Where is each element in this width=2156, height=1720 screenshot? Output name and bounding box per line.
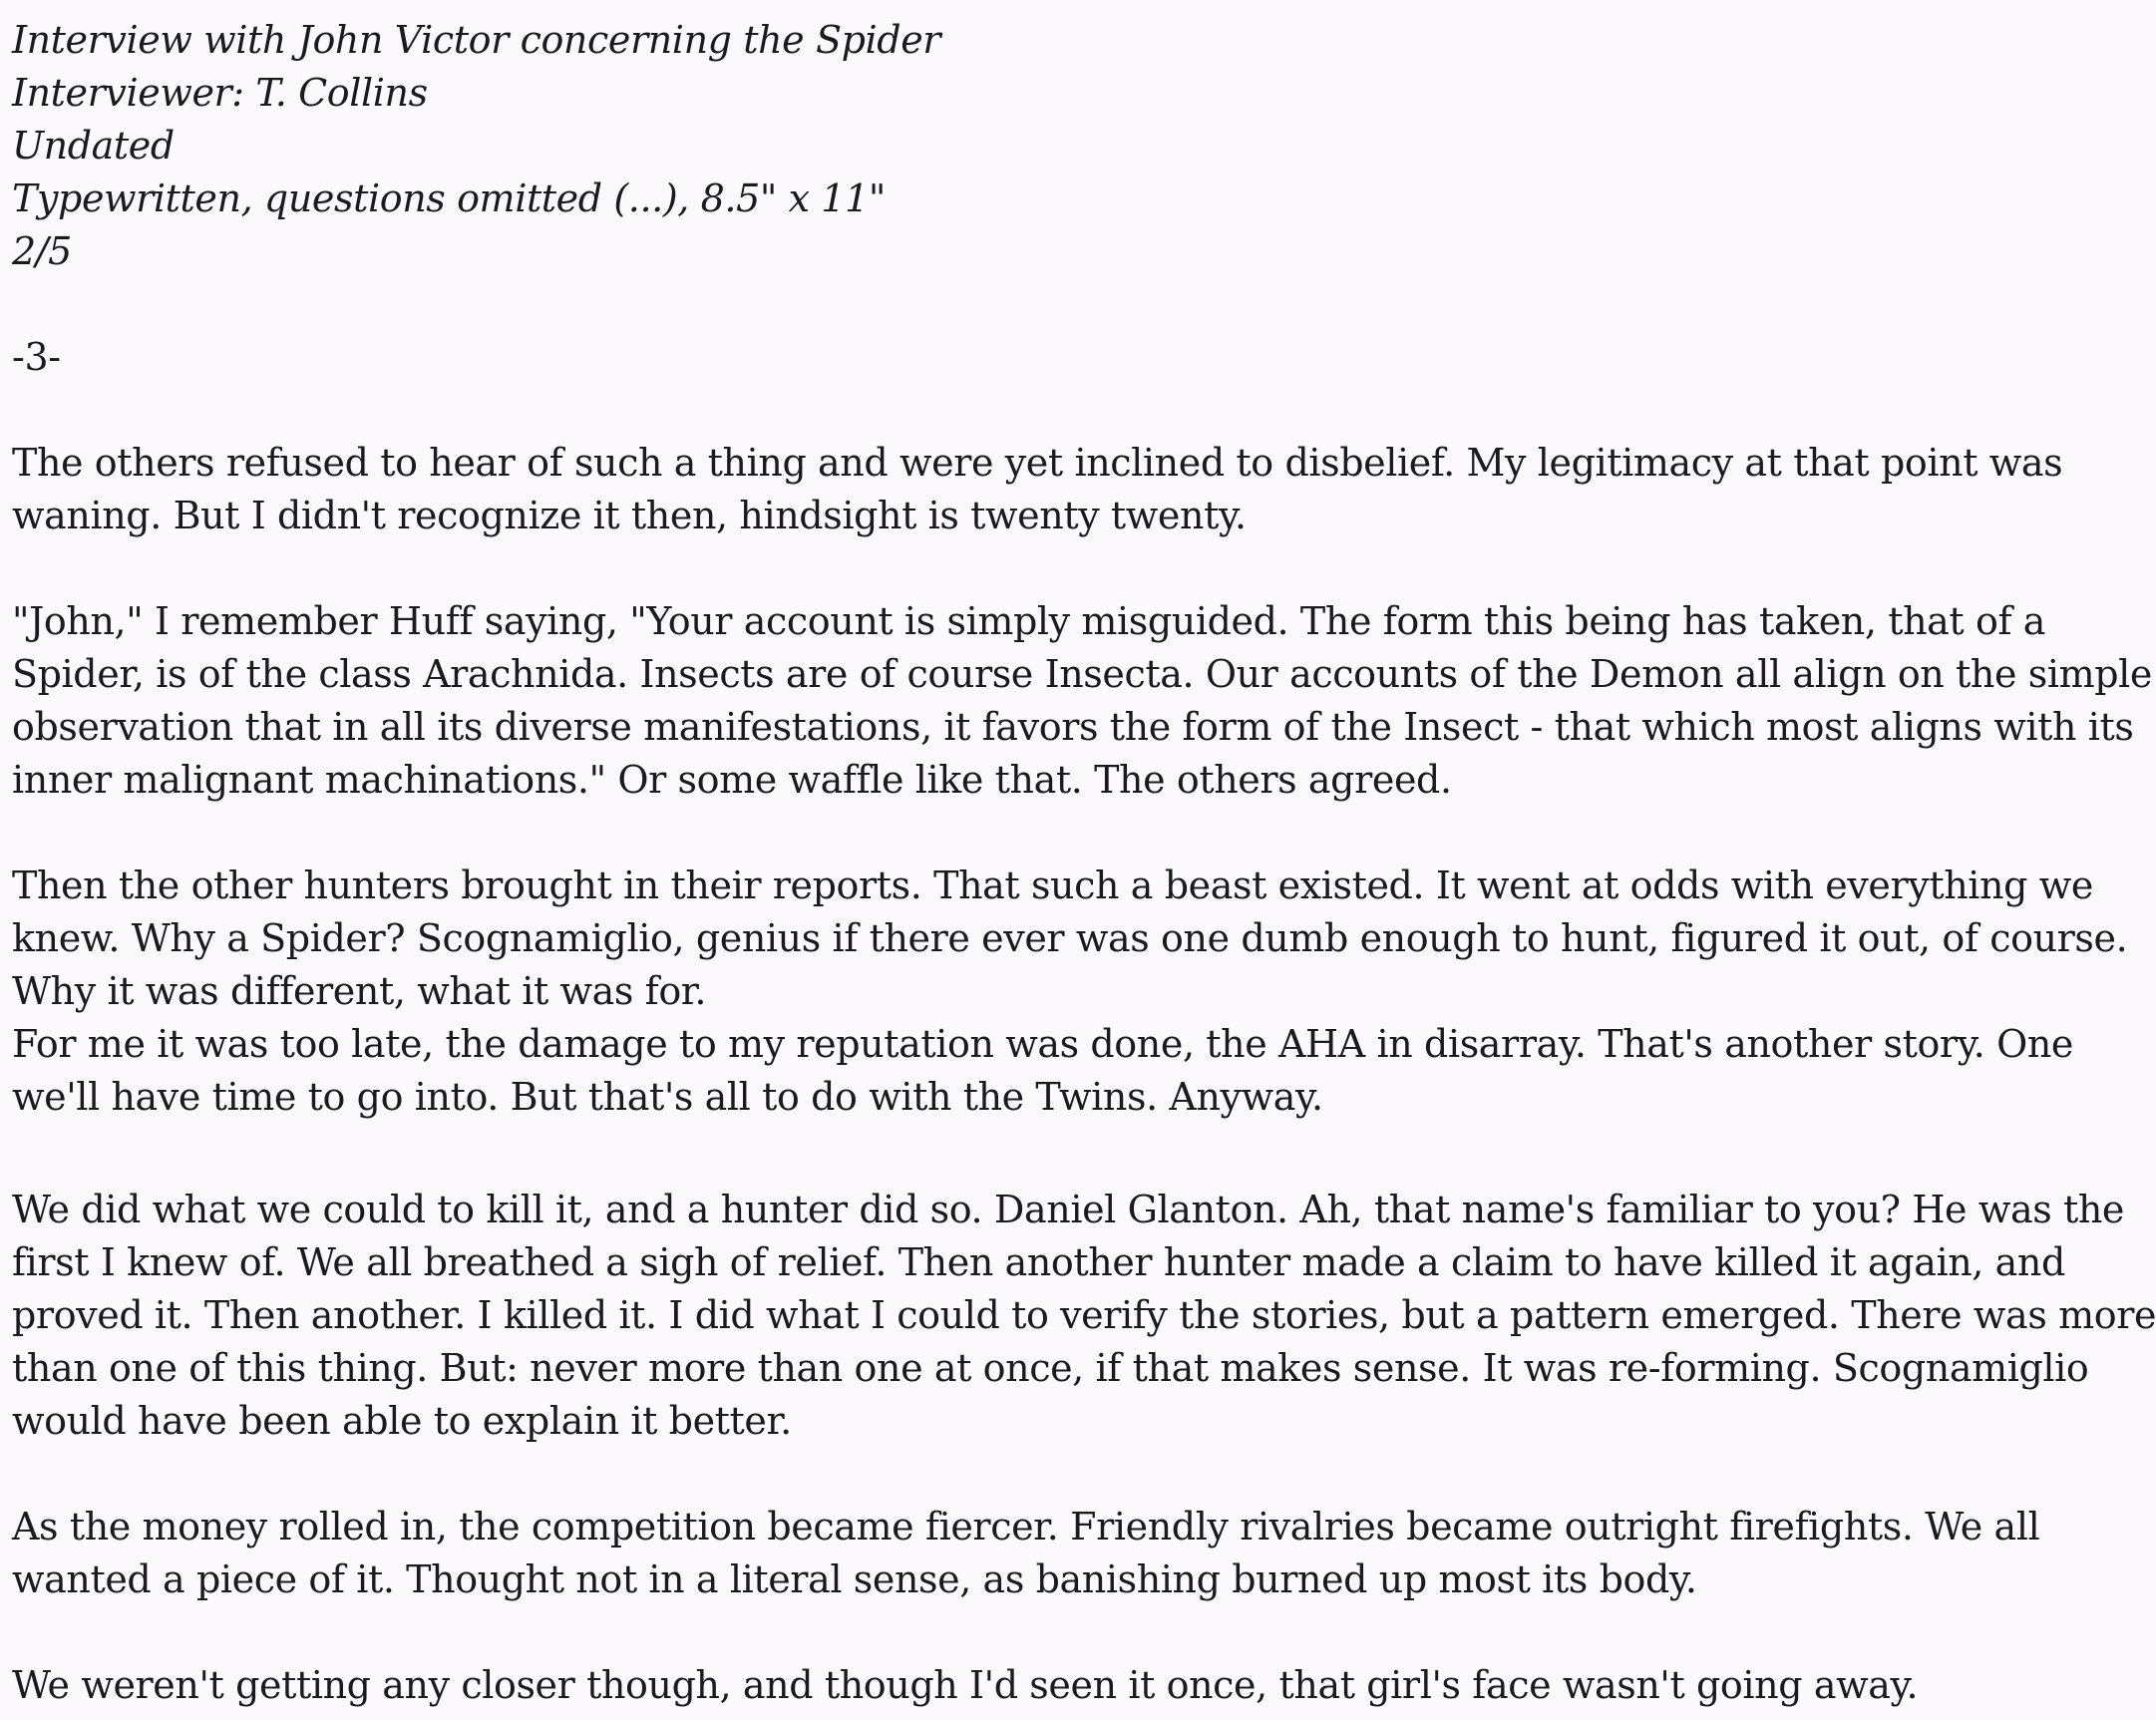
format-line: Typewritten, questions omitted (...), 8.5" x 11" — [12, 176, 886, 220]
paragraph — [12, 1501, 2146, 1606]
paragraph — [12, 860, 2146, 1124]
interviewer-line: Interviewer: T. Collins — [12, 71, 428, 115]
paragraph-line: inner malignant machinations." Or some waffle like that. The others agreed. — [12, 758, 1452, 802]
paragraph-line: For me it was too late, the damage to my reputation was done, the AHA in disarray. That's another story. One — [12, 1022, 2073, 1066]
paragraph-line: We did what we could to kill it, and a hunter did so. Daniel Glanton. Ah, that name's familiar to you? He was the — [12, 1188, 2125, 1231]
page-marker: -3- — [12, 335, 61, 379]
spacer — [12, 1124, 2146, 1184]
spacer — [12, 384, 2146, 437]
paragraph-line: waning. But I didn't recognize it then, hindsight is twenty twenty. — [12, 494, 1247, 537]
spacer — [12, 807, 2146, 860]
paragraph-line: We weren't getting any closer though, and though I'd seen it once, that girl's face wasn't going away. — [12, 1663, 1919, 1707]
document-title: Interview with John Victor concerning the Spider — [12, 18, 941, 62]
paragraph — [12, 595, 2153, 807]
document-header — [12, 14, 2146, 278]
paragraph-line: first I knew of. We all breathed a sigh of relief. Then another hunter made a claim to have killed it again, and — [12, 1240, 2065, 1284]
paragraph-line: The others refused to hear of such a thing and were yet inclined to disbelief. My legitimacy at that point was — [12, 441, 2063, 485]
spacer — [12, 1448, 2146, 1501]
spacer — [12, 278, 2146, 331]
paragraph-line: Spider, is of the class Arachnida. Insects are of course Insecta. Our accounts of the Demon all align on the simple — [12, 652, 2153, 696]
date-line: Undated — [12, 124, 175, 168]
part-number: 2/5 — [12, 229, 72, 273]
paragraph-line: "John," I remember Huff saying, "Your account is simply misguided. The form this being has taken, that of a — [12, 599, 2046, 643]
paragraph-line: observation that in all its diverse manifestations, it favors the form of the Insect - that which most aligns with its — [12, 705, 2134, 749]
spacer — [12, 542, 2146, 595]
paragraph-line: would have been able to explain it better. — [12, 1399, 792, 1443]
paragraph-line: Then the other hunters brought in their reports. That such a beast existed. It went at odds with everything we — [12, 863, 2093, 907]
paragraph — [12, 1184, 2156, 1448]
paragraph-line: wanted a piece of it. Thought not in a literal sense, as banishing burned up most its body. — [12, 1557, 1697, 1601]
paragraph — [12, 437, 2146, 542]
paragraph-line: proved it. Then another. I killed it. I did what I could to verify the stories, but a pattern emerged. There was more — [12, 1293, 2156, 1337]
paragraph-line: As the money rolled in, the competition became fiercer. Friendly rivalries became outright firefights. We all — [12, 1505, 2040, 1548]
paragraph-line: than one of this thing. But: never more than one at once, if that makes sense. It was re-forming. Scognamiglio — [12, 1346, 2089, 1390]
paragraph-line: knew. Why a Spider? Scognamiglio, genius if there ever was one dumb enough to hunt, figured it out, of course. — [12, 916, 2128, 960]
paragraph-line: Why it was different, what it was for. — [12, 969, 707, 1013]
paragraph — [12, 1659, 2146, 1712]
paragraph-line: we'll have time to go into. But that's all to do with the Twins. Anyway. — [12, 1075, 1323, 1119]
spacer — [12, 1606, 2146, 1659]
